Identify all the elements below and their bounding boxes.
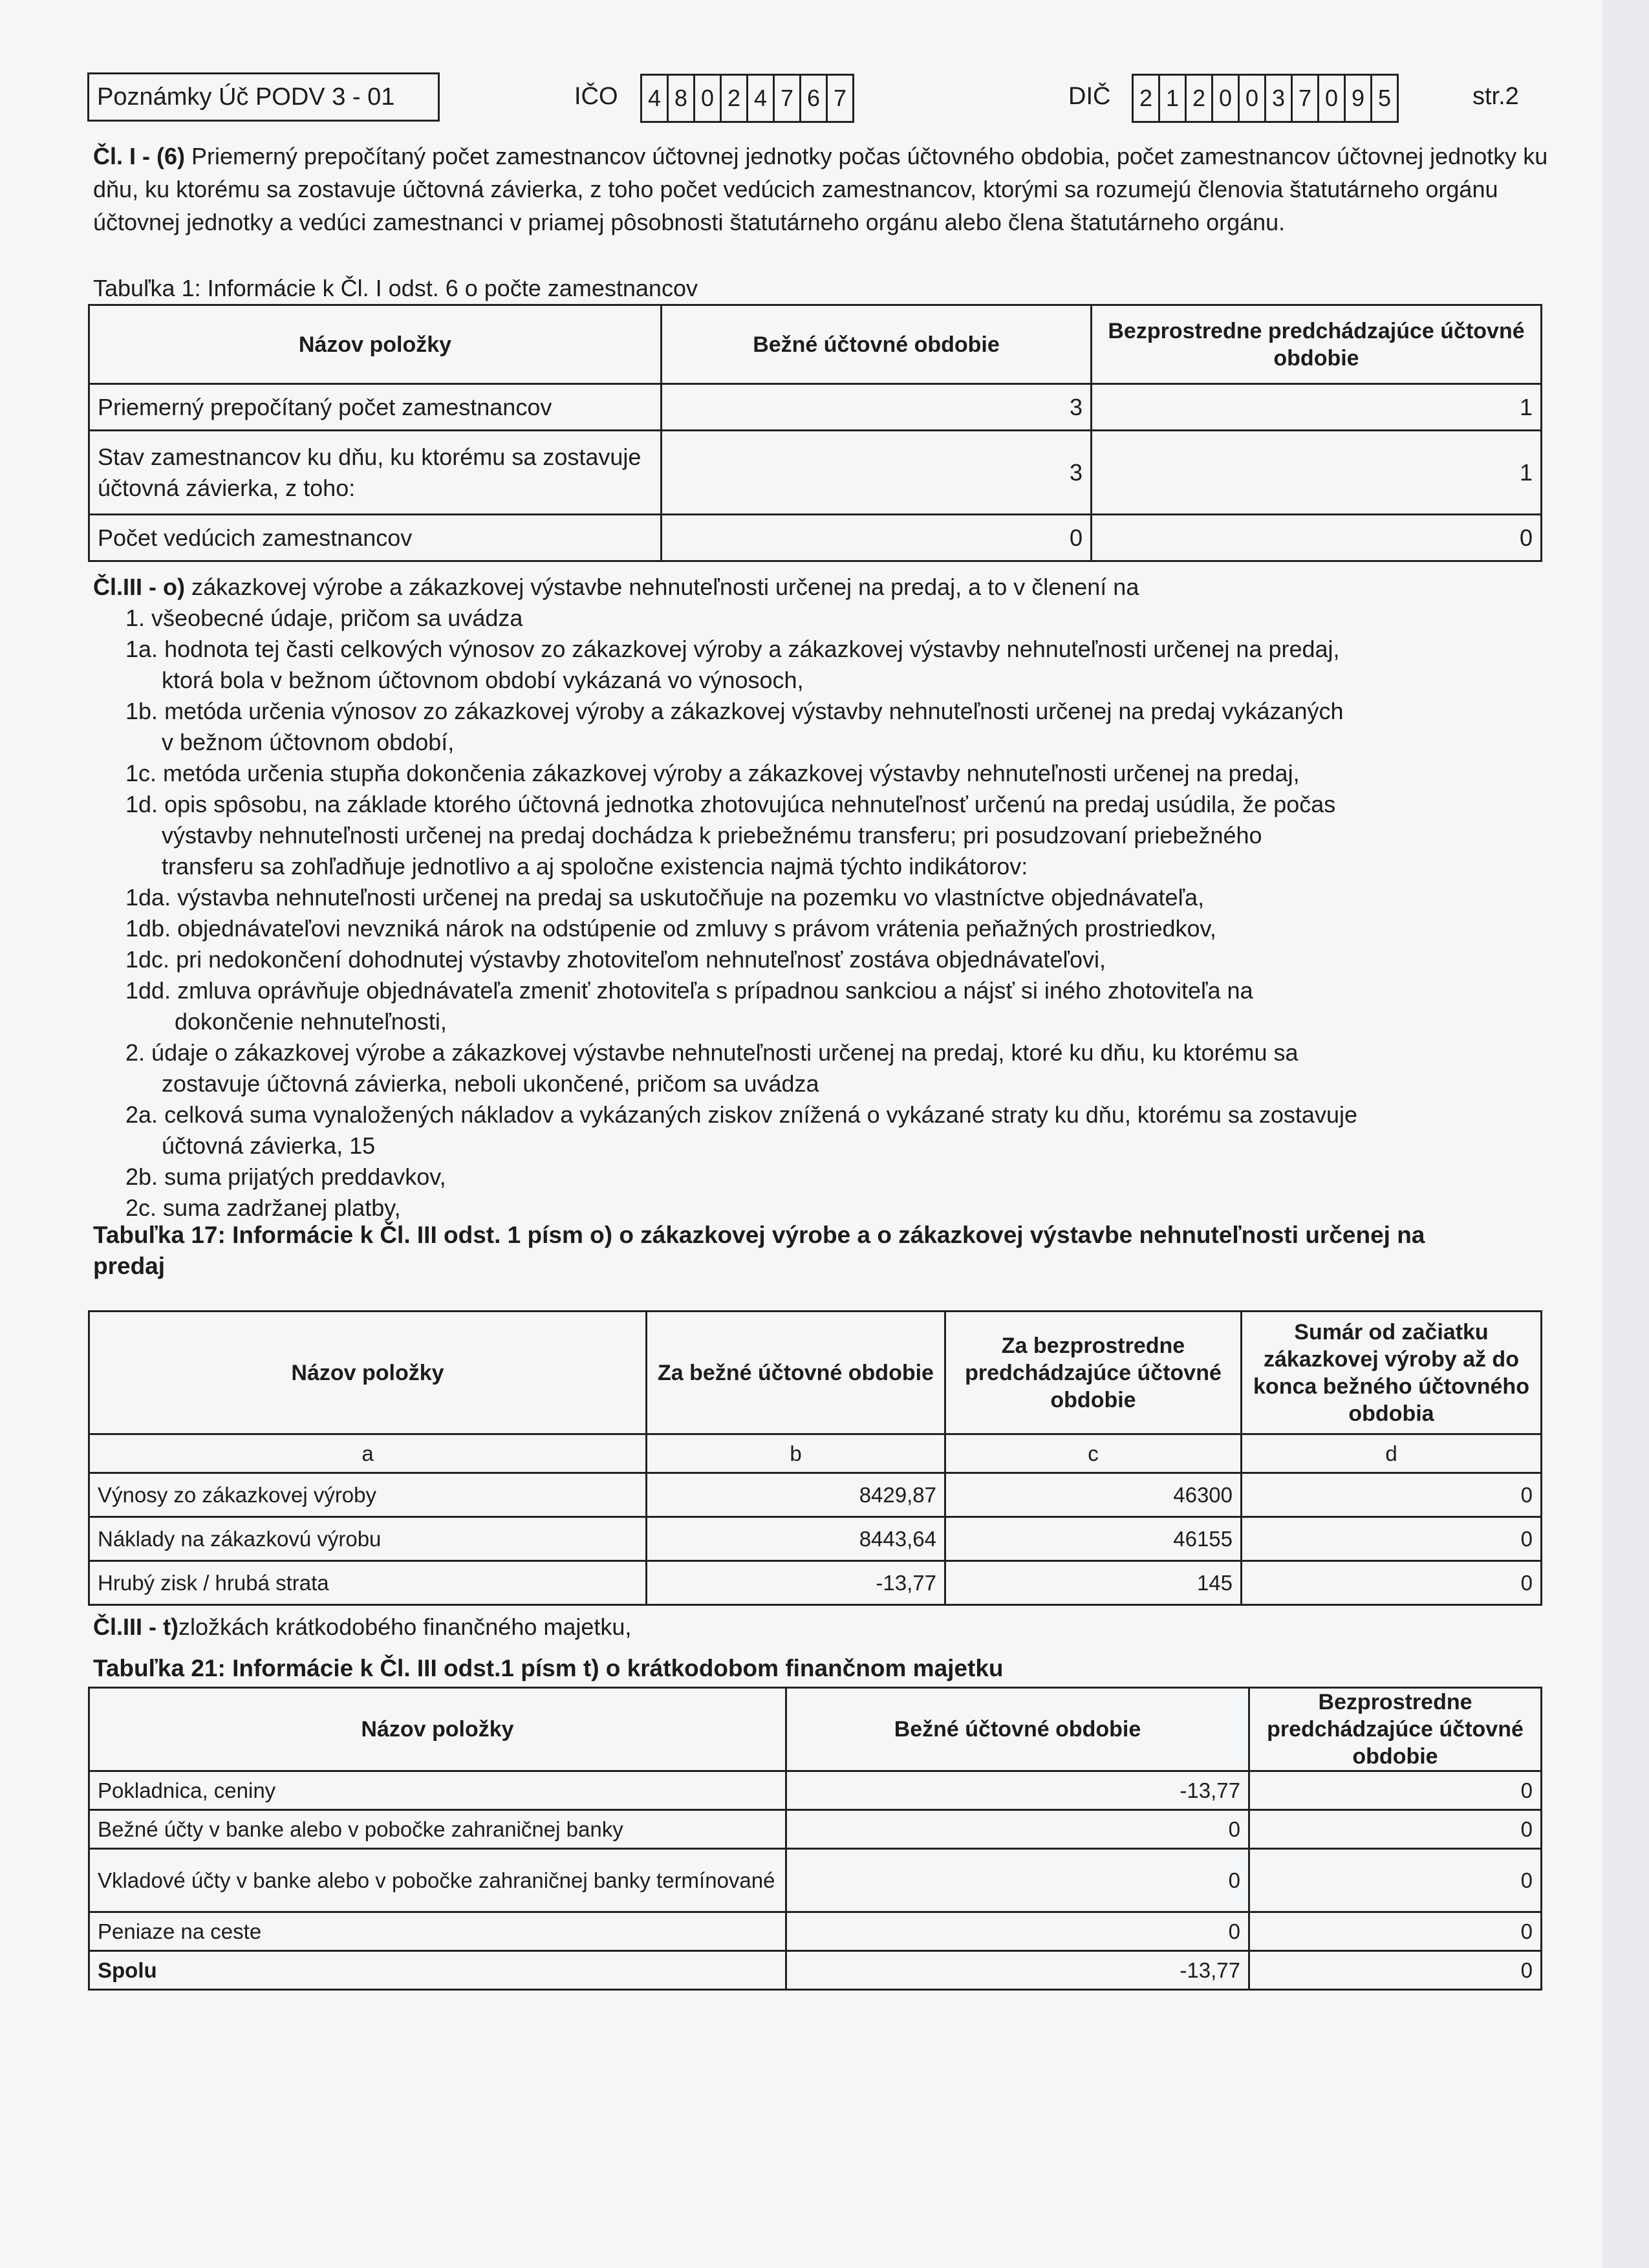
previous-value: 0 <box>1249 1849 1542 1912</box>
value-d: 0 <box>1242 1561 1542 1605</box>
form-name: Poznámky Úč PODV 3 - 01 <box>97 83 395 111</box>
row-label: Bežné účty v banke alebo v pobočke zahraničnej banky <box>89 1810 786 1849</box>
table-header: Za bežné účtovné obdobie <box>647 1312 945 1434</box>
section-3o-list <box>93 572 1580 1224</box>
table-row <box>89 431 1542 515</box>
section-1-head: Čl. I - (6) <box>93 143 185 169</box>
scan-edge <box>1602 0 1649 2268</box>
current-value: 0 <box>786 1849 1249 1912</box>
previous-value: 0 <box>1092 515 1542 561</box>
table-header: Názov položky <box>89 1688 786 1771</box>
table-row <box>89 515 1542 561</box>
table1-caption: Tabuľka 1: Informácie k Čl. I odst. 6 o počte zamestnancov <box>93 275 698 301</box>
table-header-row <box>89 1312 1542 1434</box>
row-label: Priemerný prepočítaný počet zamestnancov <box>89 384 662 431</box>
list-item: 1da. výstavba nehnuteľnosti určenej na predaj sa uskutočňuje na pozemku vo vlastníctve objednávateľa, <box>125 884 1205 911</box>
list-item: 1d. opis spôsobu, na základe ktorého účtovná jednotka zhotovujúca nehnuteľnosť určenú na predaj usúdila, že počas výstavby nehnuteľnosti určenej na predaj dochádza k priebežnému transferu; pri posudzovaní priebežného transferu sa zohľadňuje jednotlivo a aj spoločne existencia najmä týchto indikátorov: <box>125 791 1336 880</box>
row-label: Hrubý zisk / hrubá strata <box>89 1561 647 1605</box>
row-label: Peniaze na ceste <box>89 1912 786 1951</box>
table-row <box>89 1849 1542 1912</box>
dic-digit: 1 <box>1160 76 1187 121</box>
table-header: Bezprostredne predchádzajúce účtovné obdobie <box>1092 305 1542 384</box>
section-3o-heading <box>93 572 1580 603</box>
table-row-total <box>89 1951 1542 1990</box>
previous-value: 0 <box>1249 1771 1542 1810</box>
row-label: Výnosy zo zákazkovej výroby <box>89 1473 647 1517</box>
section-1-text: Priemerný prepočítaný počet zamestnancov účtovnej jednotky počas účtovného obdobia, počet zamestnancov účtovnej jednotky ku dňu, ku ktorému sa zostavuje účtovná závierka, z toho počet vedúcich zamestnancov, ktorými sa rozumejú členovia štatutárneho orgánu účtovnej jednotky a vedúci zamestnanci v priamej pôsobnosti štatutárneho orgánu alebo člena štatutárneho orgánu. <box>93 143 1548 235</box>
row-label: Spolu <box>89 1951 786 1990</box>
current-value: 0 <box>786 1810 1249 1849</box>
section-1-paragraph <box>93 140 1561 239</box>
list-item: 2. údaje o zákazkovej výrobe a zákazkovej výstavbe nehnuteľnosti určenej na predaj, ktoré ku dňu, ku ktorému sa zostavuje účtovná závierka, neboli ukončené, pričom sa uvádza <box>125 1039 1299 1097</box>
dic-digit: 0 <box>1319 76 1346 121</box>
table-header-row <box>89 305 1542 384</box>
value-d: 0 <box>1242 1473 1542 1517</box>
list-item: 1. všeobecné údaje, pričom sa uvádza <box>125 605 523 631</box>
list-item: 2a. celková suma vynaložených nákladov a vykázaných ziskov znížená o vykázané straty ku dňu, ktorému sa zostavuje účtovná závierka, 15 <box>125 1101 1357 1159</box>
value-c: 145 <box>945 1561 1242 1605</box>
row-label: Vkladové účty v banke alebo v pobočke zahraničnej banky termínované <box>89 1849 786 1912</box>
dic-digit: 9 <box>1346 76 1372 121</box>
table-header: Bežné účtovné obdobie <box>786 1688 1249 1771</box>
value-b: 8443,64 <box>647 1517 945 1561</box>
row-label: Počet vedúcich zamestnancov <box>89 515 662 561</box>
current-value: 0 <box>786 1912 1249 1951</box>
list-item: 1a. hodnota tej časti celkových výnosov zo zákazkovej výroby a zákazkovej výstavby nehnuteľnosti určenej na predaj, ktorá bola v bežnom účtovnom období vykázaná vo výnosoch, <box>125 636 1340 693</box>
column-letter-row <box>89 1434 1542 1473</box>
table-row <box>89 1771 1542 1810</box>
previous-value: 0 <box>1249 1810 1542 1849</box>
table-row <box>89 1810 1542 1849</box>
ico-label: IČO <box>574 83 618 110</box>
section-3o-head: Čl.III - o) <box>93 574 185 600</box>
dic-digit: 0 <box>1213 76 1240 121</box>
current-value: 0 <box>662 515 1092 561</box>
table-header: Za bezprostredne predchádzajúce účtovné obdobie <box>945 1312 1242 1434</box>
value-d: 0 <box>1242 1517 1542 1561</box>
table-header-row <box>89 1688 1542 1771</box>
table-row <box>89 1912 1542 1951</box>
dic-digit: 2 <box>1187 76 1213 121</box>
column-letter: d <box>1242 1434 1542 1473</box>
dic-digit: 2 <box>1134 76 1160 121</box>
ico-digit-boxes <box>640 74 854 123</box>
table-row <box>89 384 1542 431</box>
dic-digit: 5 <box>1377 85 1392 111</box>
row-label: Náklady na zákazkovú výrobu <box>89 1517 647 1561</box>
page-number: str.2 <box>1472 83 1519 110</box>
current-value: 3 <box>662 384 1092 431</box>
table17-caption: Tabuľka 17: Informácie k Čl. III odst. 1 písm o) o zákazkovej výrobe a o zákazkovej výstavbe nehnuteľnosti určenej na predaj <box>93 1222 1425 1279</box>
table-header: Sumár od začiatku zákazkovej výroby až do konca bežného účtovného obdobia <box>1242 1312 1542 1434</box>
table-header: Názov položky <box>89 305 662 384</box>
form-name-box <box>87 72 440 122</box>
ico-digit: 7 <box>833 85 847 111</box>
section-3t-text: zložkách krátkodobého finančného majetku, <box>178 1614 632 1640</box>
dic-digit-boxes <box>1132 74 1399 123</box>
section-3t-head: Čl.III - t) <box>93 1614 178 1640</box>
table-row <box>89 1473 1542 1517</box>
column-letter: b <box>647 1434 945 1473</box>
section-3o-text: zákazkovej výrobe a zákazkovej výstavbe nehnuteľnosti určenej na predaj, a to v členení na <box>184 574 1139 600</box>
ico-digit: 4 <box>748 76 775 121</box>
table-header: Názov položky <box>89 1312 647 1434</box>
previous-value: 0 <box>1249 1912 1542 1951</box>
ico-digit: 8 <box>669 76 695 121</box>
table17-contract-production <box>88 1310 1542 1606</box>
table1-employees <box>88 304 1542 562</box>
list-item: 1b. metóda určenia výnosov zo zákazkovej výroby a zákazkovej výstavby nehnuteľnosti určenej na predaj vykázaných v bežnom účtovnom období, <box>125 698 1344 755</box>
current-value: 3 <box>662 431 1092 515</box>
list-item: 1dd. zmluva oprávňuje objednávateľa zmeniť zhotoviteľa s prípadnou sankciou a nájsť si iného zhotoviteľa na dokončenie nehnuteľnosti, <box>125 977 1253 1035</box>
previous-value: 1 <box>1092 431 1542 515</box>
value-c: 46155 <box>945 1517 1242 1561</box>
current-value: -13,77 <box>786 1951 1249 1990</box>
table-header: Bežné účtovné obdobie <box>662 305 1092 384</box>
dic-digit: 0 <box>1240 76 1266 121</box>
table21-caption: Tabuľka 21: Informácie k Čl. III odst.1 písm t) o krátkodobom finančnom majetku <box>93 1655 1004 1681</box>
ico-digit: 2 <box>722 76 748 121</box>
list-item: 2c. suma zadržanej platby, <box>125 1194 401 1221</box>
ico-digit: 7 <box>775 76 801 121</box>
current-value: -13,77 <box>786 1771 1249 1810</box>
value-c: 46300 <box>945 1473 1242 1517</box>
dic-digit: 3 <box>1266 76 1293 121</box>
list-item: 1db. objednávateľovi nevzniká nárok na odstúpenie od zmluvy s právom vrátenia peňažných prostriedkov, <box>125 915 1216 942</box>
section-3t-heading <box>93 1613 631 1641</box>
column-letter: a <box>89 1434 647 1473</box>
previous-value: 1 <box>1092 384 1542 431</box>
list-item: 2b. suma prijatých preddavkov, <box>125 1163 446 1190</box>
table21-short-term-financial-assets <box>88 1687 1542 1991</box>
dic-digit: 7 <box>1293 76 1319 121</box>
row-label: Stav zamestnancov ku dňu, ku ktorému sa zostavuje účtovná závierka, z toho: <box>89 431 662 515</box>
previous-value: 0 <box>1249 1951 1542 1990</box>
list-item: 1dc. pri nedokončení dohodnutej výstavby zhotoviteľom nehnuteľnosť zostáva objednávateľovi, <box>125 946 1106 973</box>
value-b: -13,77 <box>647 1561 945 1605</box>
ico-digit: 0 <box>695 76 722 121</box>
value-b: 8429,87 <box>647 1473 945 1517</box>
dic-label: DIČ <box>1068 83 1111 110</box>
ico-digit: 6 <box>801 76 828 121</box>
ico-digit: 4 <box>642 76 669 121</box>
column-letter: c <box>945 1434 1242 1473</box>
row-label: Pokladnica, ceniny <box>89 1771 786 1810</box>
table-header: Bezprostredne predchádzajúce účtovné obdobie <box>1249 1688 1542 1771</box>
list-item: 1c. metóda určenia stupňa dokončenia zákazkovej výroby a zákazkovej výstavby nehnuteľnosti určenej na predaj, <box>125 760 1300 786</box>
table-row <box>89 1561 1542 1605</box>
table-row <box>89 1517 1542 1561</box>
